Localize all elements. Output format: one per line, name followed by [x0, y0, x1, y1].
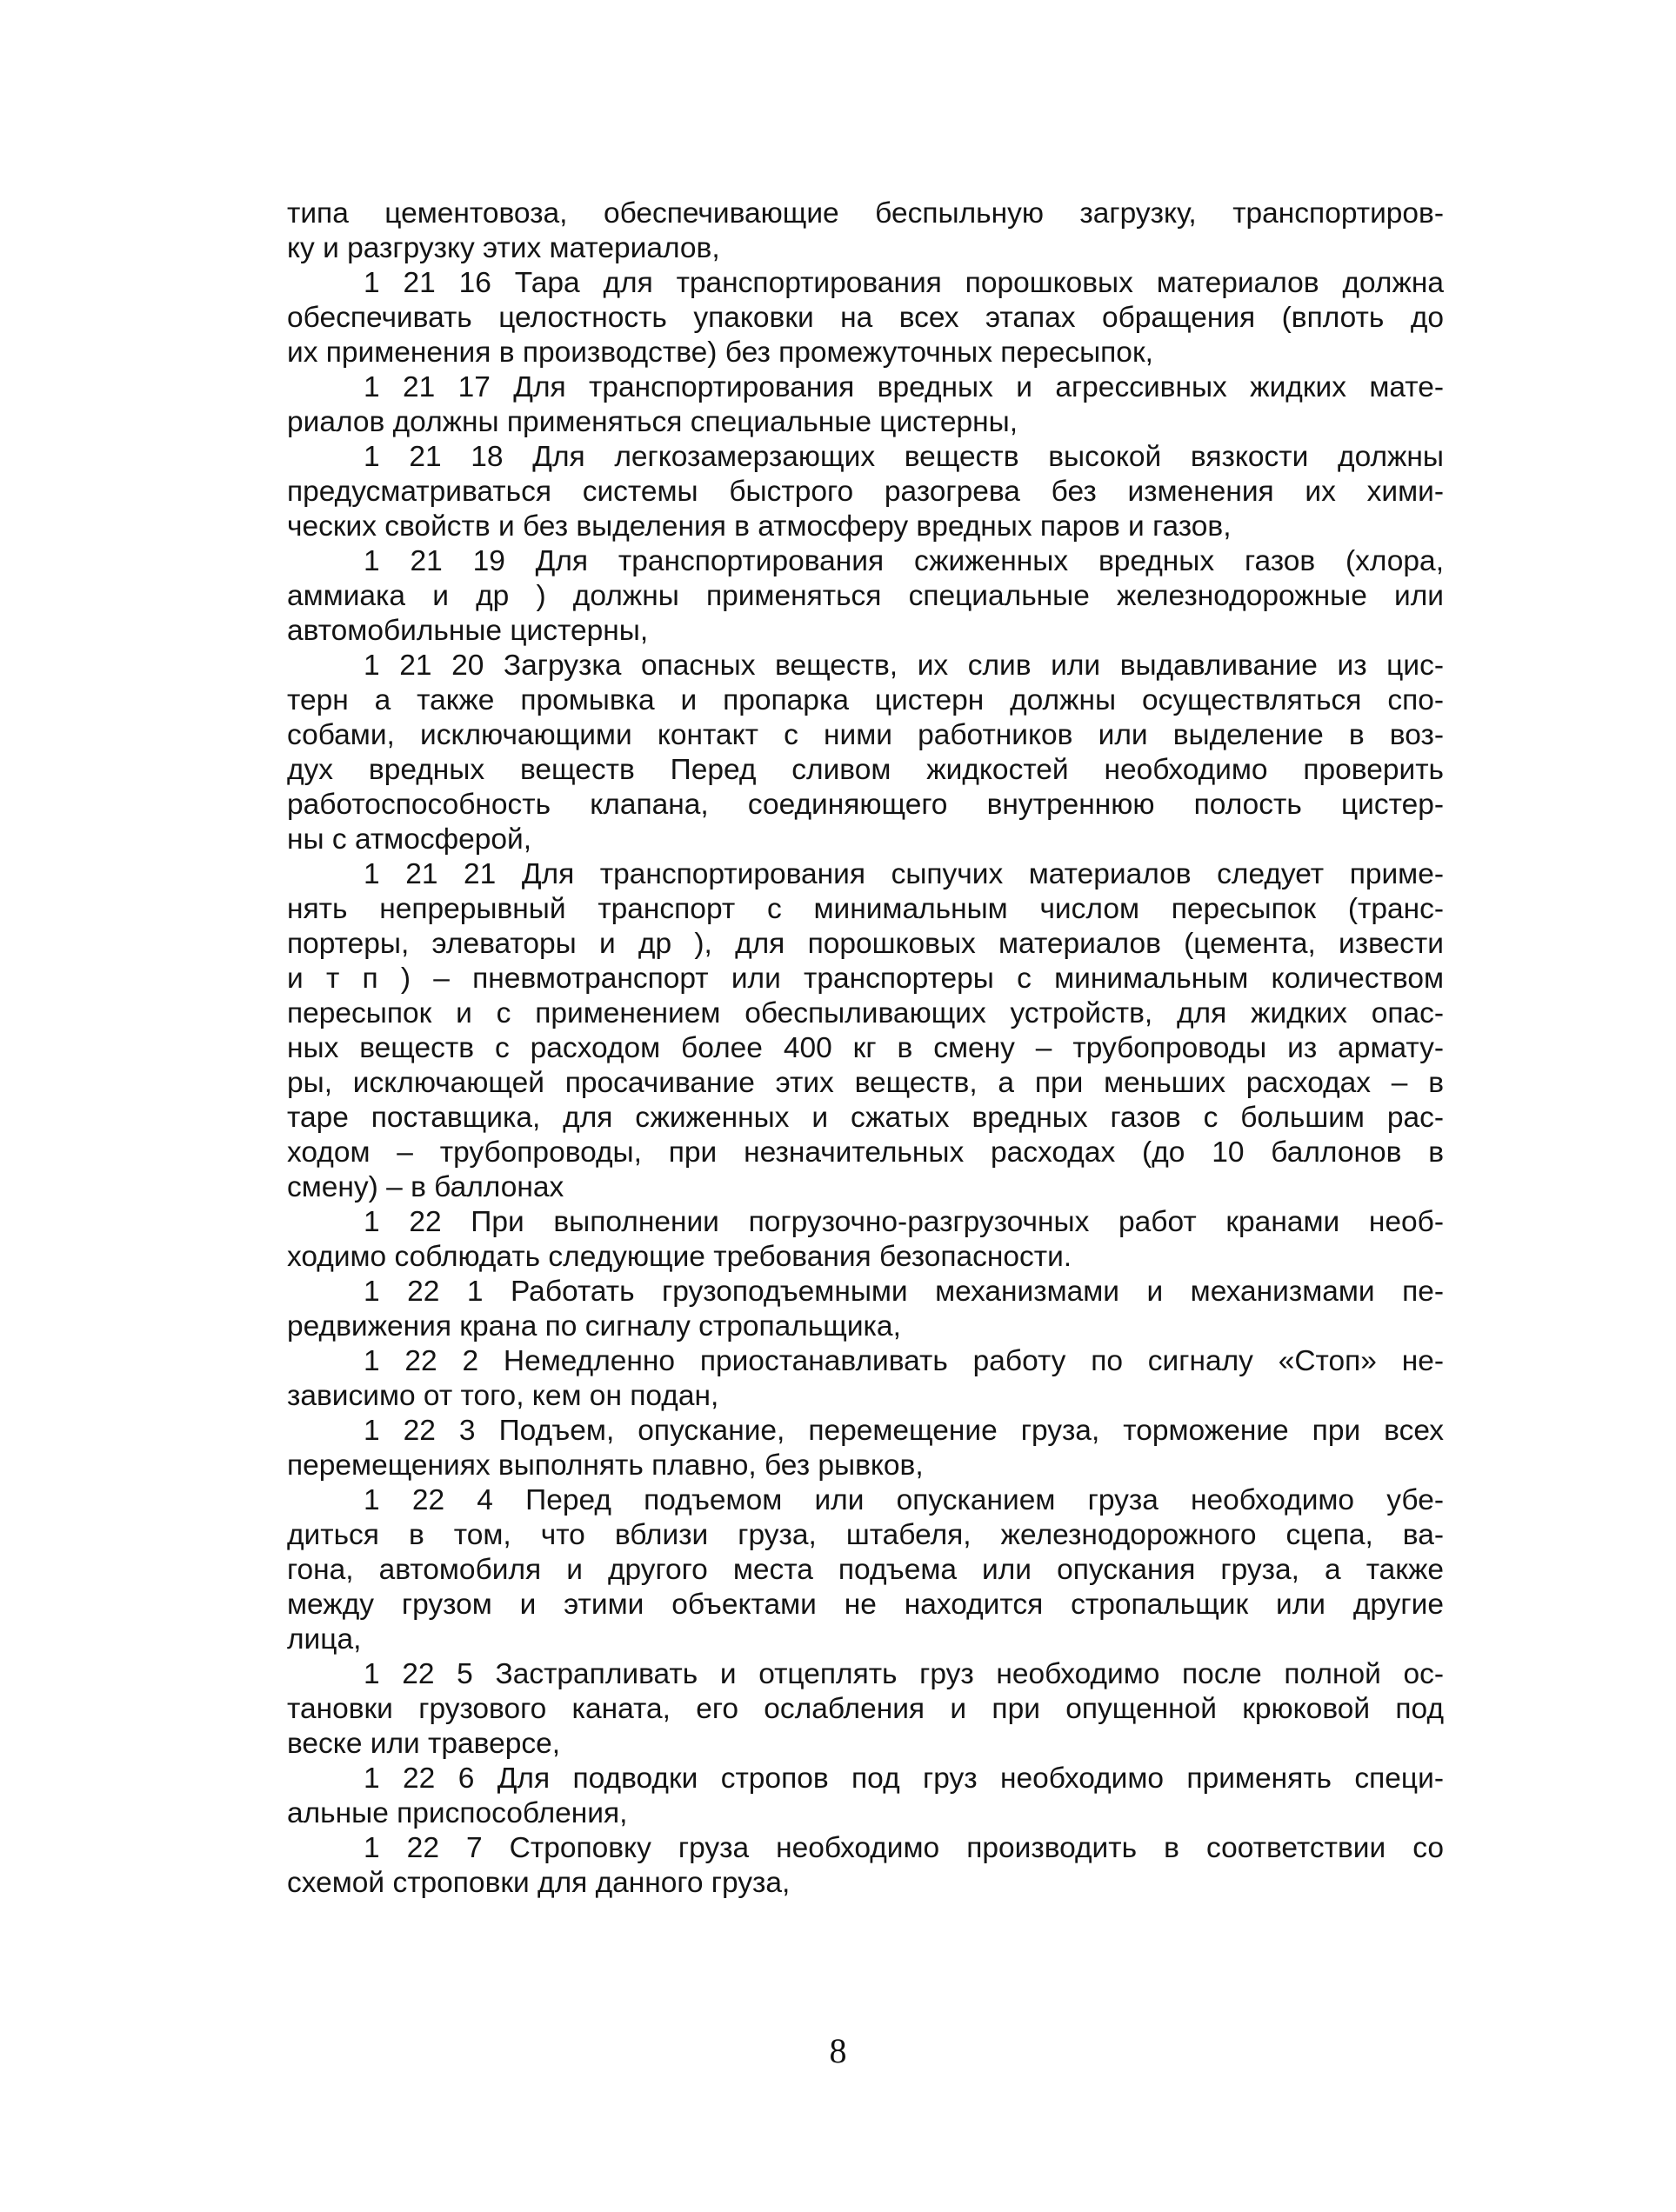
- text-line: ных веществ с расходом более 400 кг в смену – трубопроводы из армату-: [287, 1032, 1444, 1064]
- text-line: риалов должны применяться специальные цистерны,: [287, 406, 1018, 438]
- paragraph-first-line: 1 21 18 Для легкозамерзающих веществ высокой вязкости должны: [364, 441, 1444, 473]
- text-line: нять непрерывный транспорт с минимальным числом пересыпок (транс-: [287, 893, 1444, 925]
- page-number: 8: [829, 2031, 847, 2070]
- text-line: типа цементовоза, обеспечивающие беспыльную загрузку, транспортиров-: [287, 197, 1444, 230]
- paragraph-first-line: 1 21 17 Для транспортирования вредных и агрессивных жидких мате-: [364, 371, 1444, 403]
- text-line: ходом – трубопроводы, при незначительных расходах (до 10 баллонов в: [287, 1136, 1444, 1169]
- text-line: работоспособность клапана, соединяющего внутреннюю полость цистер-: [287, 789, 1444, 821]
- text-line: веске или траверсе,: [287, 1728, 561, 1760]
- text-line: ходимо соблюдать следующие требования безопасности.: [287, 1241, 1072, 1273]
- text-line: перемещениях выполнять плавно, без рывков,: [287, 1449, 924, 1482]
- paragraph-first-line: 1 22 5 Застрапливать и отцеплять груз необходимо после полной ос-: [364, 1658, 1444, 1690]
- text-line: портеры, элеваторы и др ), для порошковых материалов (цемента, извести: [287, 928, 1444, 960]
- text-line: предусматриваться системы быстрого разогрева без изменения их хими-: [287, 476, 1444, 508]
- text-line: альные приспособления,: [287, 1797, 628, 1829]
- paragraph-first-line: 1 21 19 Для транспортирования сжиженных вредных газов (хлора,: [364, 545, 1444, 577]
- paragraph-first-line: 1 22 4 Перед подъемом или опусканием груза необходимо убе-: [364, 1484, 1444, 1516]
- text-line: лица,: [287, 1623, 362, 1656]
- paragraph-first-line: 1 22 7 Строповку груза необходимо производить в соответствии со: [364, 1832, 1444, 1864]
- paragraph-first-line: 1 22 При выполнении погрузочно-разгрузочных работ кранами необ-: [364, 1206, 1444, 1238]
- text-line: схемой строповки для данного груза,: [287, 1867, 791, 1899]
- text-line: редвижения крана по сигналу стропальщика,: [287, 1310, 901, 1343]
- text-line: ку и разгрузку этих материалов,: [287, 232, 720, 264]
- paragraph-first-line: 1 22 6 Для подводки стропов под груз необходимо применять специ-: [364, 1762, 1444, 1795]
- body-text: [287, 197, 1444, 1901]
- paragraph-first-line: 1 22 1 Работать грузоподъемными механизмами и механизмами пе-: [364, 1276, 1444, 1308]
- text-line: тановки грузового каната, его ослабления и при опущенной крюковой под: [287, 1693, 1444, 1725]
- paragraph-first-line: 1 22 3 Подъем, опускание, перемещение груза, торможение при всех: [364, 1415, 1444, 1447]
- text-line: гона, автомобиля и другого места подъема или опускания груза, а также: [287, 1554, 1444, 1586]
- text-line: обеспечивать целостность упаковки на всех этапах обращения (вплоть до: [287, 302, 1444, 334]
- text-line: их применения в производстве) без промежуточных пересыпок,: [287, 336, 1153, 369]
- text-line: ны с атмосферой,: [287, 823, 532, 856]
- text-line: ческих свойств и без выделения в атмосферу вредных паров и газов,: [287, 510, 1232, 543]
- text-line: автомобильные цистерны,: [287, 615, 649, 647]
- paragraph-first-line: 1 21 21 Для транспортирования сыпучих материалов следует приме-: [364, 858, 1444, 890]
- text-line: терн а также промывка и пропарка цистерн должны осуществляться спо-: [287, 684, 1444, 716]
- paragraph-first-line: 1 21 20 Загрузка опасных веществ, их слив или выдавливание из цис-: [364, 650, 1444, 682]
- text-line: дух вредных веществ Перед сливом жидкостей необходимо проверить: [287, 754, 1444, 786]
- text-line: аммиака и др ) должны применяться специальные железнодорожные или: [287, 580, 1444, 612]
- text-line: диться в том, что вблизи груза, штабеля, железнодорожного сцепа, ва-: [287, 1519, 1444, 1551]
- text-line: и т п ) – пневмотранспорт или транспортеры с минимальным количеством: [287, 963, 1444, 995]
- text-line: ры, исключающей просачивание этих веществ, а при меньших расходах – в: [287, 1067, 1444, 1099]
- paragraph-first-line: 1 21 16 Тара для транспортирования порошковых материалов должна: [364, 267, 1444, 299]
- text-line: пересыпок и с применением обеспыливающих устройств, для жидких опас-: [287, 997, 1444, 1029]
- text-line: смену) – в баллонах: [287, 1171, 564, 1203]
- paragraph-first-line: 1 22 2 Немедленно приостанавливать работу по сигналу «Стоп» не-: [364, 1345, 1444, 1377]
- text-line: между грузом и этими объектами не находится стропальщик или другие: [287, 1589, 1444, 1621]
- text-line: таре поставщика, для сжиженных и сжатых вредных газов с большим рас-: [287, 1102, 1444, 1134]
- text-line: зависимо от того, кем он подан,: [287, 1380, 719, 1412]
- text-line: собами, исключающими контакт с ними работников или выделение в воз-: [287, 719, 1444, 751]
